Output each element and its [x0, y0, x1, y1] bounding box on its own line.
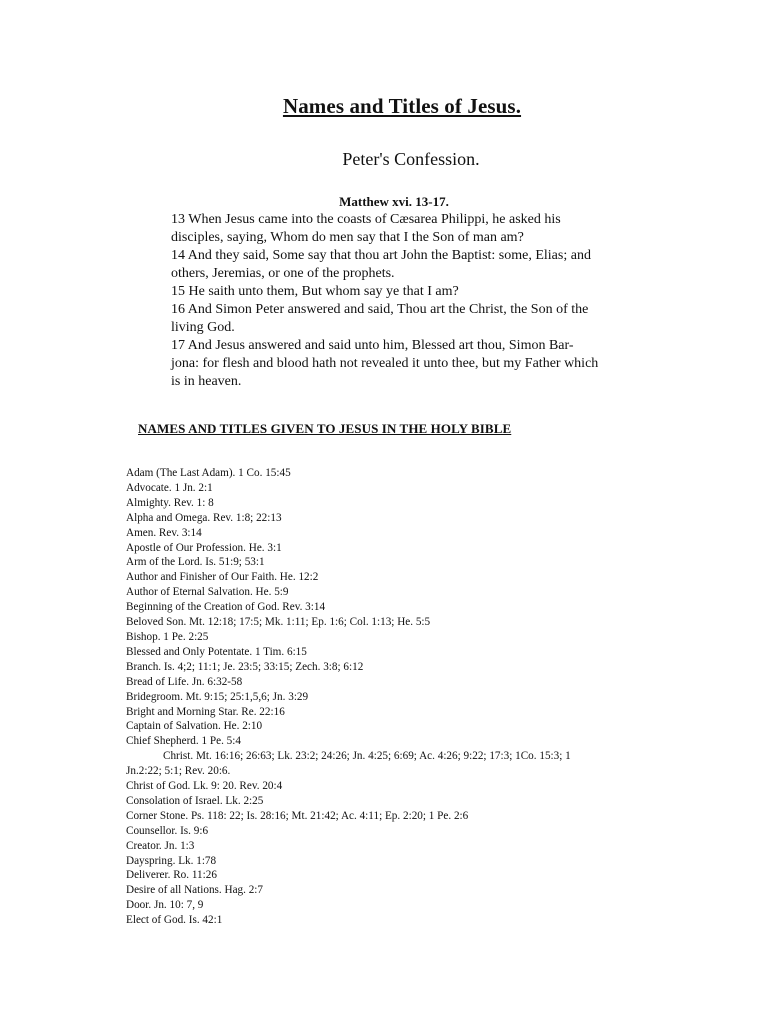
name-list-item: Branch. Is. 4;2; 11:1; Je. 23:5; 33:15; Zech. 3:8; 6:12 — [126, 660, 364, 673]
page-title: Names and Titles of Jesus. — [282, 94, 522, 118]
name-list-item: Bishop. 1 Pe. 2:25 — [126, 630, 209, 643]
name-list-item: Chief Shepherd. 1 Pe. 5:4 — [126, 735, 241, 748]
name-list-item: Deliverer. Ro. 11:26 — [126, 869, 217, 882]
verse-17: 17 And Jesus answered and said unto him, Blessed art thou, Simon Bar-jona: for flesh and blood hath not revealed it unto thee, but my Father which is in heaven. — [171, 338, 599, 389]
name-list-item: Arm of the Lord. Is. 51:9; 53:1 — [126, 556, 265, 569]
name-list-item: Advocate. 1 Jn. 2:1 — [126, 481, 213, 494]
name-list-item: Adam (The Last Adam). 1 Co. 15:45 — [126, 467, 291, 479]
name-list-item: Door. Jn. 10: 7, 9 — [126, 899, 204, 912]
verse-13: 13 When Jesus came into the coasts of Cæsarea Philippi, he asked his disciples, saying, Whom do men say that I the Son of man am? — [171, 212, 561, 245]
name-list-item: Elect of God. Is. 42:1 — [126, 914, 223, 927]
verse-14: 14 And they said, Some say that thou art John the Baptist: some, Elias; and others, Jeremias, or one of the prophets. — [171, 248, 591, 281]
name-list-item: Bright and Morning Star. Re. 22:16 — [126, 705, 285, 718]
name-list-item: Corner Stone. Ps. 118: 22; Is. 28:16; Mt. 21:42; Ac. 4:11; Ep. 2:20; 1 Pe. 2:6 — [126, 809, 469, 822]
section-heading: NAMES AND TITLES GIVEN TO JESUS IN THE HOLY BIBLE — [138, 421, 512, 436]
name-list-item: Author and Finisher of Our Faith. He. 12:2 — [126, 571, 319, 584]
name-list-item: Dayspring. Lk. 1:78 — [126, 854, 217, 867]
name-list-item: Creator. Jn. 1:3 — [126, 839, 195, 852]
name-list-item: Christ of God. Lk. 9: 20. Rev. 20:4 — [126, 780, 283, 793]
name-list-item: Consolation of Israel. Lk. 2:25 — [126, 794, 264, 807]
name-list-item: Apostle of Our Profession. He. 3:1 — [126, 541, 282, 554]
name-list-item: Counsellor. Is. 9:6 — [126, 824, 209, 837]
names-list — [126, 466, 596, 928]
name-list-item: Amen. Rev. 3:14 — [126, 526, 202, 539]
name-list-item: Christ. Mt. 16:16; 26:63; Lk. 23:2; 24:26; Jn. 4:25; 6:69; Ac. 4:26; 9:22; 17:3; 1Co. 15:3; 1 Jn.2:22; 5:1; Rev. 20:6. — [126, 750, 571, 778]
name-list-item: Blessed and Only Potentate. 1 Tim. 6:15 — [126, 645, 307, 658]
name-list-item: Bread of Life. Jn. 6:32-58 — [126, 675, 243, 688]
scripture-reference: Matthew xvi. 13-17. — [339, 194, 449, 209]
name-list-item: Bridegroom. Mt. 9:15; 25:1,5,6; Jn. 3:29 — [126, 690, 309, 703]
name-list-item: Desire of all Nations. Hag. 2:7 — [126, 884, 264, 897]
name-list-item: Beginning of the Creation of God. Rev. 3:14 — [126, 601, 326, 614]
name-list-item: Almighty. Rev. 1: 8 — [126, 496, 214, 509]
name-list-item: Captain of Salvation. He. 2:10 — [126, 720, 263, 733]
page-subtitle: Peter's Confession. — [342, 149, 480, 169]
name-list-item: Alpha and Omega. Rev. 1:8; 22:13 — [126, 511, 282, 524]
name-list-item: Author of Eternal Salvation. He. 5:9 — [126, 586, 289, 599]
name-list-item: Beloved Son. Mt. 12:18; 17:5; Mk. 1:11; Ep. 1:6; Col. 1:13; He. 5:5 — [126, 616, 431, 629]
verse-block — [171, 211, 601, 391]
verse-16: 16 And Simon Peter answered and said, Thou art the Christ, the Son of the living God. — [171, 302, 589, 335]
verse-15: 15 He saith unto them, But whom say ye that I am? — [171, 284, 459, 299]
